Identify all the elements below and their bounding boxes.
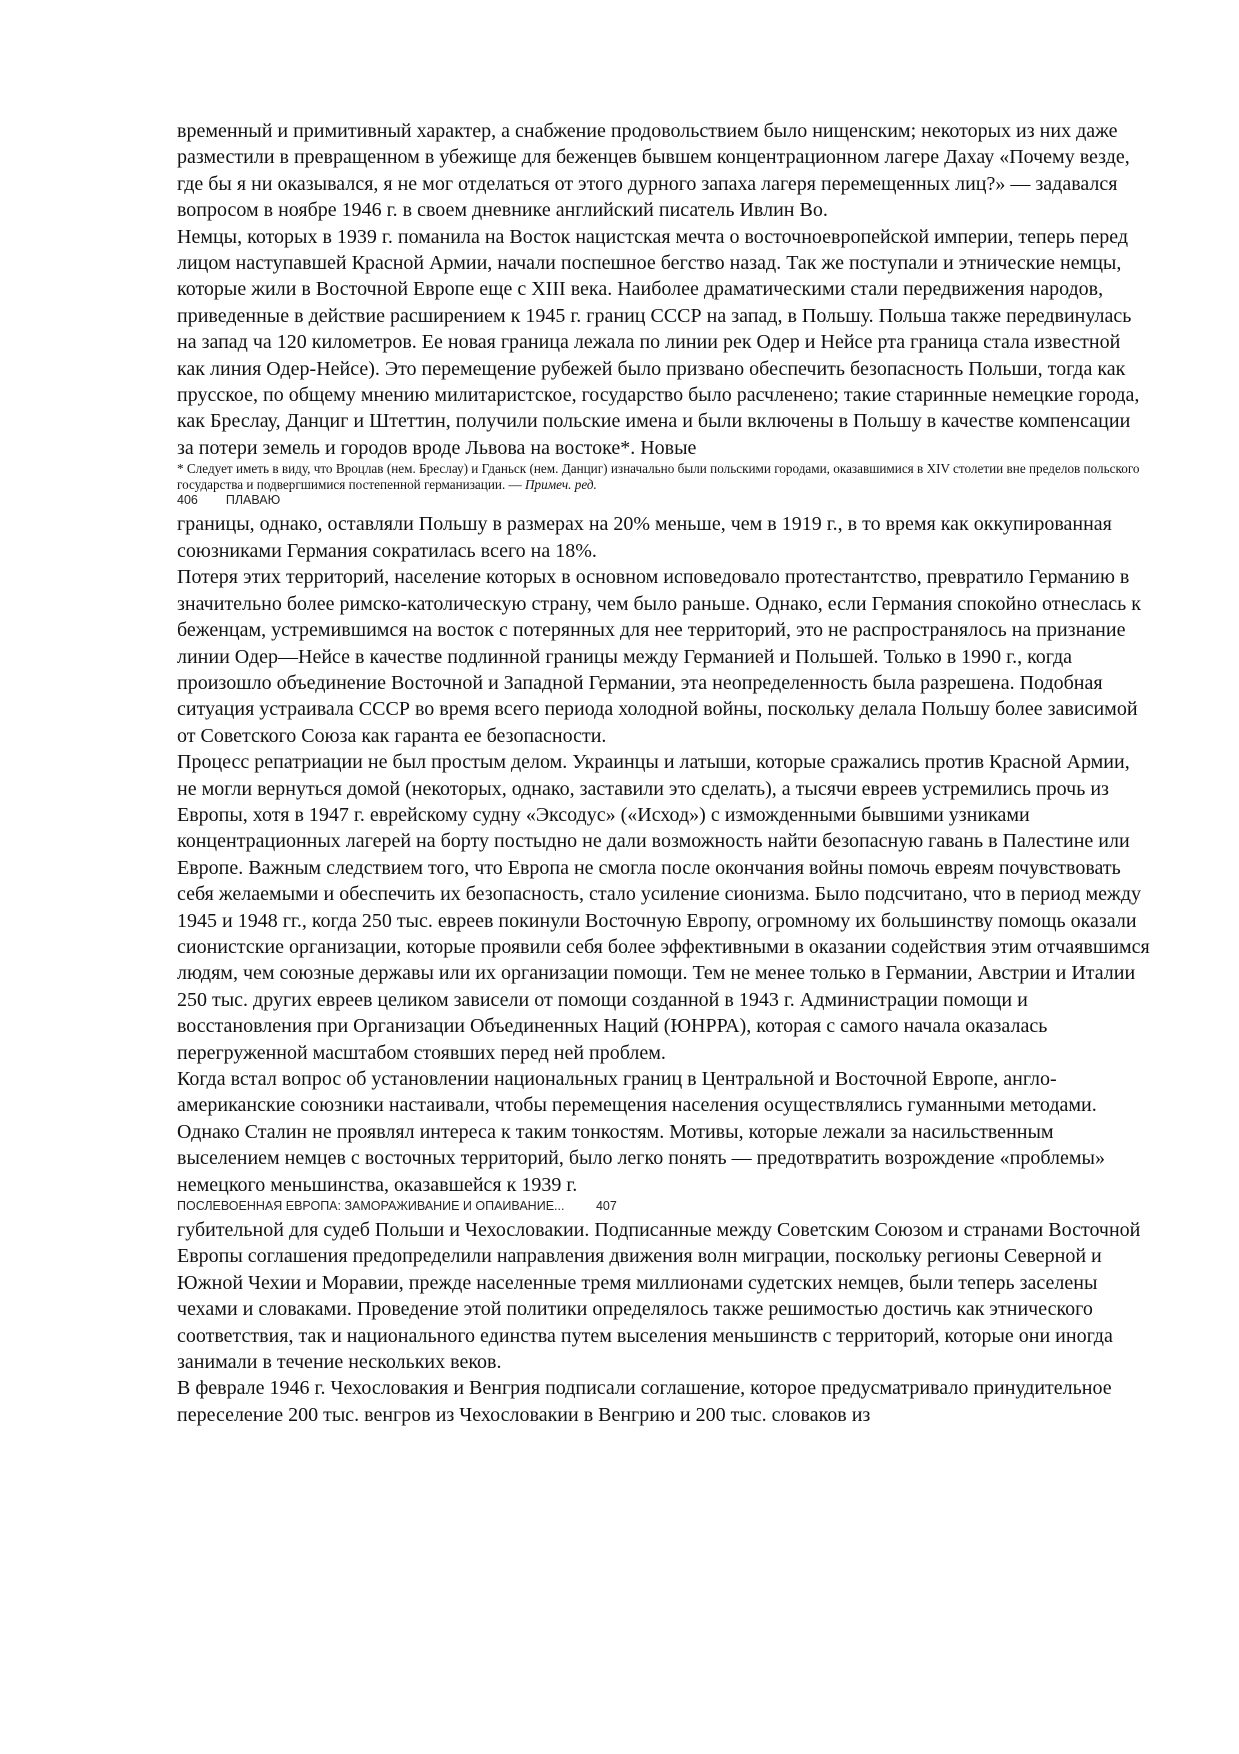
paragraph: Потеря этих территорий, население которых в основном исповедовало протестантство, превратило Германию в значительно более римско-католическую страну, чем было раньше. Однако, если Германия спокойно отнеслась к беженцам, устремившимся на восток с потерянных для нее территорий, это не распространялось на признание линии Одер—Нейсе в качестве подлинной границы между Германией и Польшей. Только в 1990 г., когда произошло объединение Восточной и Западной Германии, эта неопределенность была разрешена. Подобная ситуация устраивала СССР во время всего периода холодной войны, поскольку делала Польшу более зависимой от Советского Союза как гаранта ее безопасности. bbox=[177, 566, 1141, 747]
document-page bbox=[177, 118, 1152, 1428]
paragraph: В феврале 1946 г. Чехословакия и Венгрия подписали соглашение, которое предусматривало принудительное переселение 200 тыс. венгров из Чехословакии в Венгрию и 200 тыс. словаков из bbox=[177, 1377, 1112, 1426]
running-head-title: ПЛАВАЮ bbox=[225, 493, 281, 508]
page-number: 407 bbox=[595, 1199, 617, 1214]
page-number: 406 bbox=[177, 493, 198, 508]
paragraph: Когда встал вопрос об установлении национальных границ в Центральной и Восточной Европе, англо-американские союзники настаивали, чтобы перемещения населения осуществлялись гуманными методами. Однако Сталин не проявлял интереса к таким тонкостям. Мотивы, которые лежали за насильственным выселением немцев с восточных территорий, было легко понять — предотвратить возрождение «проблемы» немецкого меньшинства, оказавшейся к 1939 г. bbox=[177, 1068, 1105, 1196]
footnote-editor-note: Примеч. ред. bbox=[525, 476, 597, 492]
footnote bbox=[177, 461, 1152, 492]
paragraph: Процесс репатриации не был простым делом. Украинцы и латыши, которые сражались против Красной Армии, не могли вернуться домой (некоторых, однако, заставили это сделать), а тысячи евреев устремились прочь из Европы, хотя в 1947 г. еврейскому судну «Эксодус» («Исход») с изможденными бывшими узниками концентрационных лагерей на борту постыдно не дали возможность найти безопасную гавань в Палестине или Европе. Важным следствием того, что Европа не смогла после окончания войны помочь евреям почувствовать себя желаемыми и обеспечить их безопасность, стало усиление сионизма. Было подсчитано, что в период между 1945 и 1948 гг., когда 250 тыс. евреев покинули Восточную Европу, огромному их большинству помощь оказали сионистские организации, которые проявили себя более эффективными в оказании содействия этим отчаявшимся людям, чем союзные державы или их организации помощи. Тем не менее только в Германии, Австрии и Италии 250 тыс. других евреев целиком зависели от помощи созданной в 1943 г. Администрации помощи и восстановления при Организации Объединенных Наций (ЮНРРА), которая с самого начала оказалась перегруженной масштабом стоявших перед ней проблем. bbox=[177, 751, 1150, 1064]
running-head-406 bbox=[177, 492, 1152, 508]
running-head-title: ПОСЛЕВОЕННАЯ ЕВРОПА: ЗАМОРАЖИВАНИЕ И ОПАИВАНИЕ... bbox=[177, 1199, 565, 1214]
running-head-407 bbox=[177, 1198, 1152, 1214]
paragraph: границы, однако, оставляли Польшу в размерах на 20% меньше, чем в 1919 г., в то время как оккупированная союзниками Германия сократилась всего на 18%. bbox=[177, 513, 1112, 562]
paragraph: Немцы, которых в 1939 г. поманила на Восток нацистская мечта о восточноевропейской империи, теперь перед лицом наступавшей Красной Армии, начали поспешное бегство назад. Так же поступали и этнические немцы, которые жили в Восточной Европе еще с XIII века. Наиболее драматическими стали передвижения народов, приведенные в действие расширением к 1945 г. границ СССР на запад, в Польшу. Польша также передвинулась на запад ча 120 километров. Ее новая граница лежала по линии рек Одер и Нейсе рта граница стала известной как линия Одер-Нейсе). Это перемещение рубежей было призвано обеспечить безопасность Польши, тогда как прусское, по общему мнению милитаристское, государство было расчленено; такие старинные немецкие города, как Бреслау, Данциг и Штеттин, получили польские имена и были включены в Польшу в качестве компенсации за потери земель и городов вроде Львова на востоке*. Новые bbox=[177, 225, 1140, 459]
paragraph: временный и примитивный характер, а снабжение продовольствием было нищенским; некоторых из них даже разместили в превращенном в убежище для беженцев бывшем концентрационном лагере Дахау «Почему везде, где бы я ни оказывался, я не мог отделаться от этого дурного запаха лагеря перемещенных лиц?» — задавался вопросом в ноябре 1946 г. в своем дневнике английский писатель Ивлин Во. bbox=[177, 120, 1130, 222]
paragraph: губительной для судеб Польши и Чехословакии. Подписанные между Советским Союзом и странами Восточной Европы соглашения предопределили направления движения волн миграции, поскольку регионы Северной и Южной Чехии и Моравии, прежде населенные тремя миллионами судетских немцев, были теперь заселены чехами и словаками. Проведение этой политики определялось также решимостью достичь как этнического соответствия, так и национального единства путем выселения меньшинств с территорий, которые они иногда занимали в течение нескольких веков. bbox=[177, 1219, 1141, 1374]
footnote-text: * Следует иметь в виду, что Вроцлав (нем. Бреслау) и Гданьск (нем. Данциг) изначально были польскими городами, оказавшимися в XIV столетии вне пределов польского государства и подвергшимися постепенной германизации. — bbox=[177, 461, 1140, 492]
